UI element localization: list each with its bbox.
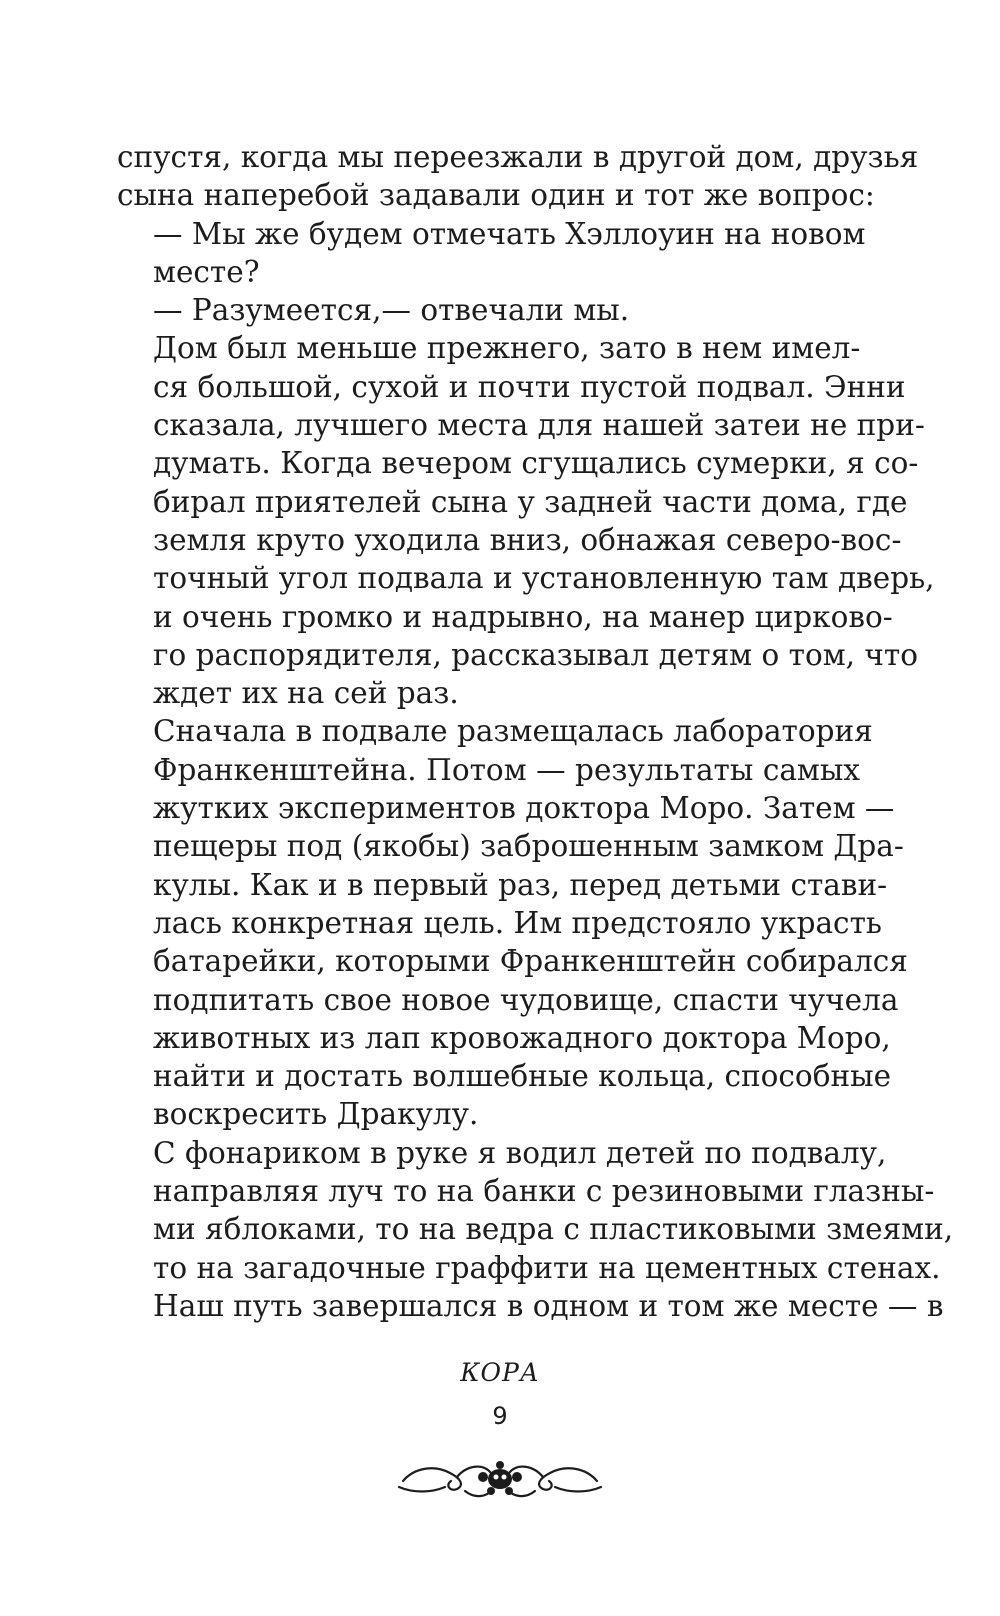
text-line: точный угол подвала и установленную там дверь, [153, 561, 935, 596]
text-line: го распорядителя, рассказывал детям о том, что [153, 637, 919, 672]
text-line: С фонариком в руке я водил детей по подвалу, [153, 1135, 887, 1170]
text-line: — Разумеется,— отвечали мы. [153, 293, 630, 328]
text-line: ждет их на сей раз. [153, 676, 459, 711]
text-line: ся большой, сухой и почти пустой подвал. Энни [153, 369, 906, 404]
text-line: пещеры под (якобы) заброшенным замком Дра- [153, 829, 904, 864]
text-line: найти и достать волшебные кольца, способные [153, 1059, 892, 1094]
text-line: батарейки, которыми Франкенштейн собирался [153, 944, 908, 979]
paragraph [117, 291, 860, 329]
running-title: КОРА [460, 1358, 540, 1387]
text-line: животных из лап кровожадного доктора Моро, [153, 1020, 891, 1055]
text-line: ми яблоками, то на ведра с пластиковыми змеями, [153, 1212, 954, 1247]
paragraph [117, 215, 866, 292]
text-line: и очень громко и надрывно, на манер цирково- [153, 599, 893, 634]
text-line: Сначала в подвале размещалась лаборатория [153, 714, 873, 749]
text-line: сына наперебой задавали один и тот же вопрос: [117, 178, 875, 213]
text-line: кулы. Как и в первый раз, перед детьми стави- [153, 867, 888, 902]
text-line: Наш путь завершался в одном и том же месте — в [153, 1288, 944, 1323]
paragraph [117, 712, 908, 1133]
flourish-ornament-icon [395, 1447, 605, 1507]
body-text [117, 138, 954, 1325]
text-line: Дом был меньше прежнего, зато в нем имел- [153, 331, 861, 366]
text-line: бирал приятелей сына у задней части дома, где [153, 484, 908, 519]
text-line: направляя луч то на банки с резиновыми глазны- [153, 1174, 935, 1209]
text-line: сказала, лучшего места для нашей затеи не при- [153, 408, 925, 443]
text-line: земля круто уходила вниз, обнажая северо-вос- [153, 522, 902, 557]
page-number: 9 [492, 1402, 508, 1430]
paragraph [117, 329, 935, 712]
text-line: думать. Когда вечером сгущались сумерки, я со- [153, 446, 919, 481]
text-line: жутких экспериментов доктора Моро. Затем — [153, 791, 895, 826]
text-line: месте? [153, 254, 260, 289]
text-line: подпитать свое новое чудовище, спасти чучела [153, 982, 899, 1017]
text-line: то на загадочные граффити на цементных стенах. [153, 1250, 941, 1285]
text-line: спустя, когда мы переезжали в другой дом, друзья [117, 140, 919, 174]
text-line: лась конкретная цель. Им предстояло украсть [153, 905, 882, 940]
paragraph [117, 1134, 954, 1325]
text-line: Франкенштейна. Потом — результаты самых [153, 752, 860, 787]
paragraph [117, 138, 919, 215]
text-line: — Мы же будем отмечать Хэллоуин на новом [153, 216, 866, 251]
text-line: воскресить Дракулу. [153, 1097, 479, 1132]
